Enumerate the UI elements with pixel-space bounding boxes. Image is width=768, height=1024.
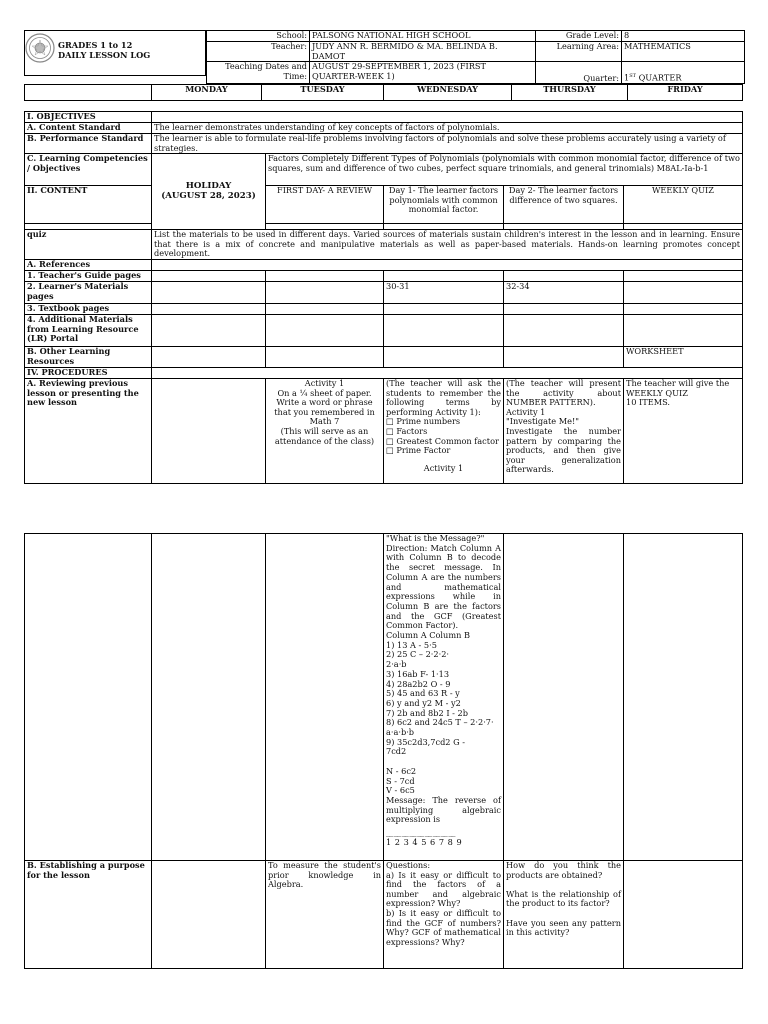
grade-level-value: 8 [622, 31, 745, 42]
teaching-dates-value: AUGUST 29-SEPTEMBER 1, 2023 (FIRST QUARTER-WEEK 1) [310, 62, 536, 84]
tuesday-purpose: To measure the student's prior knowledge in Algebra. [266, 861, 384, 969]
quarter-value [622, 62, 745, 84]
empty-cell [152, 303, 266, 314]
learners-materials-wednesday: 30-31 [384, 281, 504, 303]
empty-cell [152, 346, 266, 367]
empty-cell [152, 281, 266, 303]
header-info-table [206, 30, 745, 84]
content-heading: II. CONTENT [25, 186, 152, 224]
learning-area-label: Learning Area: [536, 42, 622, 62]
quarter-number: 1 [624, 72, 630, 83]
tuesday-content: FIRST DAY- A REVIEW [266, 186, 384, 224]
days-header-blank [25, 85, 152, 101]
thursday-review: (The teacher will present the activity about NUMBER PATTERN). Activity 1 "Investigate Me!" Investigate the number pattern by comparing the products, and then give your generalization afterwards. [504, 378, 624, 483]
empty-cell [152, 314, 266, 346]
empty-cell [384, 314, 504, 346]
learning-competencies-text: Factors Completely Different Types of Polynomials (polynomials with common monomial factor, difference of two squares, sum and difference of two cubes, perfect square trinomials, and general trinomials) M8AL-Ia-b-1 [266, 154, 743, 186]
tuesday-review: Activity 1 On a ¼ sheet of paper. Write a word or phrase that you remembered in Math 7 (This will serve as an attendance of the class) [266, 378, 384, 483]
grade-level-label: Grade Level: [536, 31, 622, 42]
procedures-heading: IV. PROCEDURES [25, 367, 152, 378]
wednesday-content: Day 1- The learner factors polynomials with common monomial factor. [384, 186, 504, 224]
teacher-label: Teacher: [207, 42, 310, 62]
thursday-content: Day 2- The learner factors difference of two squares. [504, 186, 624, 224]
wednesday-purpose: Questions: a) Is it easy or difficult to find the factors of a number and algebraic expression? Why? b) Is it easy or difficult to find the GCF of numbers? Why? GCF of mathematical expressions? Why? [384, 861, 504, 969]
empty-cell [384, 270, 504, 281]
header-title-box [24, 30, 206, 76]
empty-cell [266, 281, 384, 303]
performance-standard-text: The learner is able to formulate real-life problems involving factors of polynomials and solve these problems accurately using a variety of strategies. [152, 134, 743, 154]
quarter-word: QUARTER [635, 72, 682, 83]
empty-cell [152, 270, 266, 281]
empty-cell [152, 861, 266, 969]
empty-cell [152, 534, 266, 861]
materials-text: List the materials to be used in different days. Varied sources of materials sustain children's interest in the lesson and in learning. Ensure that there is a mix of concrete and manipulative materials as well as paper-based materials. Hands-on learning promotes concept development. [152, 230, 743, 260]
empty-cell [266, 270, 384, 281]
day-tuesday: TUESDAY [262, 85, 384, 101]
learners-materials-label: 2. Learner's Materials pages [25, 281, 152, 303]
empty-cell [504, 534, 624, 861]
reviewing-lesson-label: A. Reviewing previous lesson or presenting the new lesson [25, 378, 152, 483]
holiday-cell: HOLIDAY (AUGUST 28, 2023) [152, 154, 266, 230]
message-blanks: __ __ __ __ __ __ __ __ __ [386, 827, 455, 838]
day-monday: MONDAY [152, 85, 262, 101]
wednesday-activity-continued [384, 534, 504, 861]
empty-cell [504, 270, 624, 281]
teaching-dates-label: Teaching Dates and Time: [207, 62, 310, 84]
empty-cell [266, 303, 384, 314]
empty-cell [266, 314, 384, 346]
lesson-log-table-page-2 [24, 533, 743, 969]
references-label: A. References [25, 259, 152, 270]
learning-competencies-label: C. Learning Competencies / Objectives [25, 154, 152, 186]
learners-materials-thursday: 32-34 [504, 281, 624, 303]
other-resources-label: B. Other Learning Resources [25, 346, 152, 367]
procedures-blank [152, 367, 743, 378]
empty-cell [384, 346, 504, 367]
objectives-blank [152, 112, 743, 123]
wednesday-review [384, 378, 504, 483]
empty-cell [384, 303, 504, 314]
school-label: School: [207, 31, 310, 42]
header-title [25, 31, 206, 76]
day-wednesday: WEDNESDAY [384, 85, 512, 101]
quarter-superscript: ST [629, 72, 636, 79]
day-friday: FRIDAY [628, 85, 743, 101]
performance-standard-label: B. Performance Standard [25, 134, 152, 154]
empty-cell [266, 534, 384, 861]
empty-cell [624, 303, 743, 314]
teachers-guide-label: 1. Teacher's Guide pages [25, 270, 152, 281]
message-activity-text: "What is the Message?" Direction: Match Column A with Column B to decode the secret message. In Column A are the numbers and mathematical expressions while in Column B are the factors and the GCF (Greatest Common Factor). Column A Column B 1) 13 A - 5·5 2) 25 C – 2·2·2· 2·a·b 3) 16ab F- 1·13 4) 28a2b2 O - 9 5) 45 and 63 R - y 6) y and y2 M - y2 7) 2b and 8b2 I - 2b 8) 6c2 and 24c5 T – 2·2·7· a·a·b·b 9) 35c2d3,7cd2 G - 7cd2 N - 6c2 S - 7cd V - 6c5 Message: The reverse of multiplying algebraic expression is [386, 533, 501, 825]
learning-area-value: MATHEMATICS [622, 42, 745, 62]
friday-review: The teacher will give the WEEKLY QUIZ 10 ITEMS. [624, 378, 743, 483]
empty-cell [624, 270, 743, 281]
friday-content: WEEKLY QUIZ [624, 186, 743, 224]
empty-cell [624, 534, 743, 861]
textbook-pages-label: 3. Textbook pages [25, 303, 152, 314]
quarter-label: Quarter: [536, 62, 622, 84]
wednesday-review-text: (The teacher will ask the students to remember the following terms by performing Activity 1): □ Prime numbers □ Factors □ Greatest Common factor □ Prime Factor [386, 378, 501, 456]
teacher-value: JUDY ANN R. BERMIDO & MA. BELINDA B. DAMOT [310, 42, 536, 62]
additional-materials-label: 4. Additional Materials from Learning Resource (LR) Portal [25, 314, 152, 346]
content-standard-text: The learner demonstrates understanding of key concepts of factors of polynomials. [152, 123, 743, 134]
lesson-log-table [24, 111, 743, 484]
references-blank [152, 259, 743, 270]
empty-cell [152, 378, 266, 483]
day-thursday: THURSDAY [512, 85, 628, 101]
message-digits: 1 2 3 4 5 6 7 8 9 [386, 836, 463, 847]
wednesday-activity-label: Activity 1 [423, 462, 464, 473]
other-resources-friday: WORKSHEET [624, 346, 743, 367]
quiz-label: quiz [25, 230, 152, 260]
empty-cell [25, 534, 152, 861]
empty-cell [266, 346, 384, 367]
empty-cell [504, 346, 624, 367]
objectives-heading: I. OBJECTIVES [25, 112, 152, 123]
grades-label: GRADES 1 to 12 [58, 40, 133, 50]
days-header-table [24, 84, 743, 101]
empty-cell [504, 314, 624, 346]
thursday-purpose: How do you think the products are obtained? What is the relationship of the product to its factor? Have you seen any pattern in this activity? [504, 861, 624, 969]
empty-cell [624, 281, 743, 303]
content-standard-label: A. Content Standard [25, 123, 152, 134]
empty-cell [624, 314, 743, 346]
empty-cell [504, 303, 624, 314]
empty-cell [624, 861, 743, 969]
daily-lesson-log-label: DAILY LESSON LOG [58, 49, 151, 60]
school-value: PALSONG NATIONAL HIGH SCHOOL [310, 31, 536, 42]
establishing-purpose-label: B. Establishing a purpose for the lesson [25, 861, 152, 969]
